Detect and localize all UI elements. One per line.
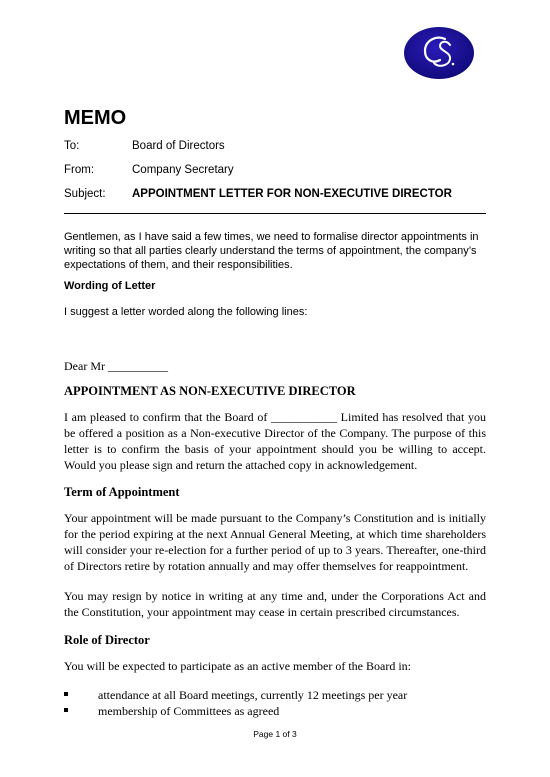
page-number: Page 1 of 3: [253, 729, 297, 739]
role-bullet-list: [64, 687, 486, 719]
memo-subject-row: [64, 187, 452, 201]
suggest-paragraph: I suggest a letter worded along the following lines:: [64, 306, 308, 318]
letter-paragraph-appointment: I am pleased to confirm that the Board of ___________ Limited has resolved that you be offered a position as a Non-executive Director of the Company. The purpose of this letter is to confirm the basis of your appointment should you be willing to accept. Would you please sign and return the attached copy in acknowledgement.: [64, 410, 486, 472]
letter-paragraph-resign: You may resign by notice in writing at any time and, under the Corporations Act and the Constitution, your appointment may cease in certain prescribed circumstances.: [64, 589, 486, 619]
wording-heading: Wording of Letter: [64, 280, 156, 292]
memo-from-row: [64, 163, 234, 177]
list-item: [64, 687, 486, 703]
from-value: Company Secretary: [132, 164, 234, 176]
role-heading: Role of Director: [64, 633, 150, 647]
bullet-square-icon: [64, 708, 68, 712]
letter-title: APPOINTMENT AS NON-EXECUTIVE DIRECTOR: [64, 384, 356, 398]
intro-paragraph: Gentlemen, as I have said a few times, we need to formalise director appointments in writing so that all parties clearly understand the terms of appointment, the company’s expectations of them, and their responsibilities.: [64, 231, 479, 271]
bullet-square-icon: [64, 692, 68, 696]
subject-value: APPOINTMENT LETTER FOR NON-EXECUTIVE DIRECTOR: [132, 188, 452, 200]
to-value: Board of Directors: [132, 140, 225, 152]
memo-title: MEMO: [64, 107, 127, 129]
from-label: From:: [64, 164, 95, 176]
letter-salutation: Dear Mr __________: [64, 359, 168, 373]
list-item-text: attendance at all Board meetings, currently 12 meetings per year: [98, 688, 408, 702]
header-divider: [64, 213, 486, 214]
subject-label: Subject:: [64, 188, 106, 200]
list-item: [64, 703, 486, 719]
company-logo: [403, 26, 475, 80]
letter-paragraph-term: Your appointment will be made pursuant to the Company’s Constitution and is initially for the period expiring at the next Annual General Meeting, at which time shareholders will consider your re-election for a further period of up to 3 years. Thereafter, one-third of Directors retire by rotation annually and may offer themselves for reappointment.: [64, 511, 486, 573]
term-heading: Term of Appointment: [64, 485, 180, 499]
list-item-text: membership of Committees as agreed: [98, 704, 280, 718]
memo-to-row: [64, 139, 225, 153]
to-label: To:: [64, 140, 80, 152]
letter-paragraph-role: You will be expected to participate as an active member of the Board in:: [64, 659, 412, 673]
